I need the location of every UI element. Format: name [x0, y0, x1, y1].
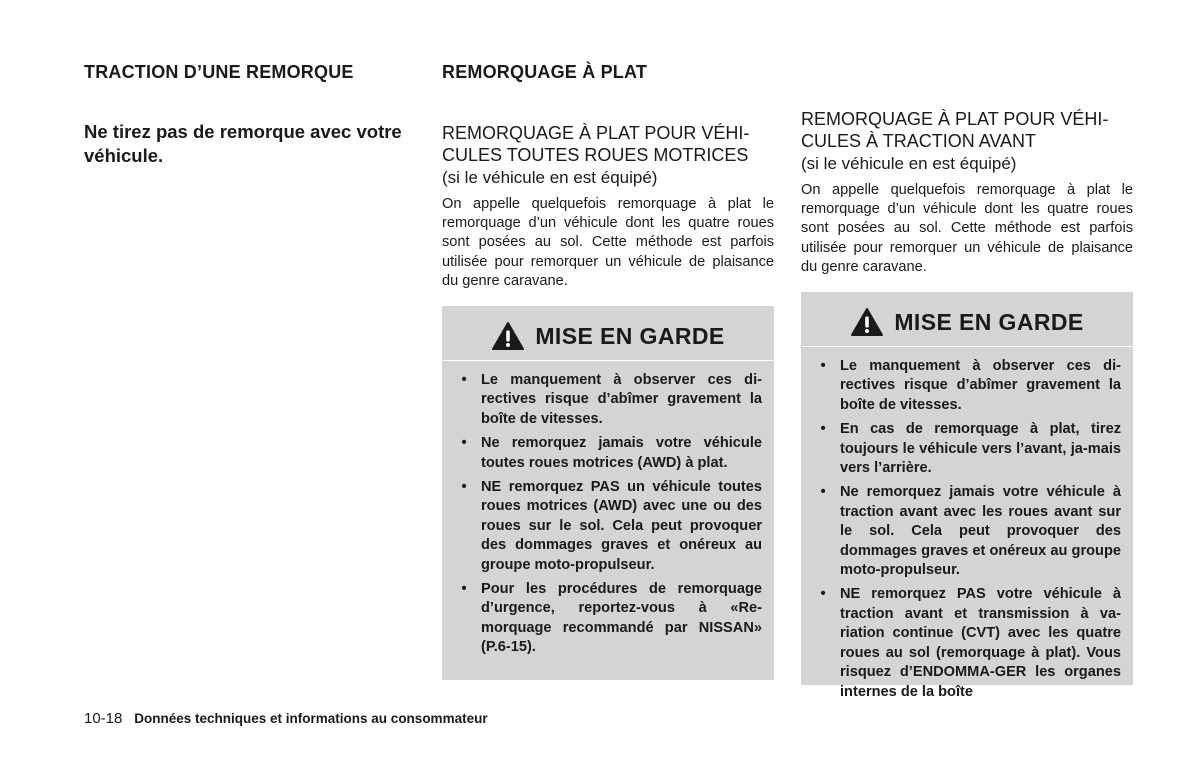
warning-triangle-icon [850, 307, 884, 337]
body-text-fwd: On appelle quelquefois remorquage à plat le remorquage d’un véhicule dont les quatre roues sont posées au sol. Cette méthode est parfois utilisée pour remorquer un véhicule de plaisance du genre caravane. [801, 182, 1133, 275]
warning-item [813, 420, 1121, 478]
body-text-awd: On appelle quelquefois remorquage à plat le remorquage d’un véhicule dont les quatre roues sont posées au sol. Cette méthode est parfois utilisée pour remorquer un véhicule de plaisance du genre caravane. [442, 196, 774, 289]
warning-item-text: NE remorquez PAS un véhicule toutes roues motrices (AWD) avec une ou des roues sur le sol. Cela peut provoquer des dommages graves et onéreux au groupe moto-propulseur. [481, 479, 762, 573]
bullet-icon: • [461, 435, 467, 452]
warning-item [454, 478, 762, 575]
warning-item [813, 483, 1121, 580]
warning-item [813, 585, 1121, 701]
warning-box-fwd [801, 292, 1133, 700]
subheading-fwd-note: (si le véhicule en est équipé) [801, 154, 1017, 173]
warning-item [454, 371, 762, 429]
page-footer [84, 710, 488, 727]
right-column [801, 108, 1133, 700]
warning-item-text: Ne remorquez jamais votre véhicule à traction avant avec les roues avant sur le sol. Cela peut provoquer des dommages graves et onéreux au groupe moto-propulseur. [840, 484, 1121, 579]
subheading-fwd-title: REMORQUAGE À PLAT POUR VÉHI-CULES À TRACTION AVANT [801, 109, 1109, 151]
footer-section-title: Données techniques et informations au consommateur [134, 711, 488, 726]
middle-column [442, 60, 774, 680]
bullet-icon: • [820, 484, 826, 501]
warning-item-text: Pour les procédures de remorquage d’urgence, reportez-vous à «Re-morquage recommandé par NISSAN» (P.6-15). [481, 581, 762, 656]
warning-item [454, 580, 762, 658]
bullet-icon: • [820, 421, 826, 438]
bullet-icon: • [820, 586, 826, 603]
warning-item-text: NE remorquez PAS votre véhicule à traction avant et transmission à va-riation continue (CVT) avec les quatre roues au sol (remorquage à plat). Vous risquez d’ENDOMMA-GER les organes internes de la boîte [840, 586, 1121, 700]
warning-title-awd [442, 316, 774, 361]
subheading-awd [442, 122, 774, 189]
subheading-awd-title: REMORQUAGE À PLAT POUR VÉHI-CULES TOUTES ROUES MOTRICES [442, 123, 750, 165]
warning-item-text: Ne remorquez jamais votre véhicule toutes roues motrices (AWD) à plat. [481, 435, 762, 471]
warning-title-fwd [801, 302, 1133, 347]
warning-item [454, 434, 762, 473]
section-heading-flat-towing: REMORQUAGE À PLAT [442, 62, 648, 82]
warning-box-awd [442, 306, 774, 680]
bullet-icon: • [461, 372, 467, 389]
warning-list-fwd [813, 357, 1121, 702]
subheading-fwd [801, 108, 1133, 175]
warning-item-text: Le manquement à observer ces di-rectives risque d’abîmer gravement la boîte de vitesses. [481, 372, 762, 427]
left-column [84, 60, 424, 168]
section-heading-trailer: TRACTION D’UNE REMORQUE [84, 62, 354, 82]
warning-title-text: MISE EN GARDE [894, 308, 1084, 335]
page-number: 10-18 [84, 710, 123, 727]
warning-item-text: Le manquement à observer ces di-rectives risque d’abîmer gravement la boîte de vitesses. [840, 358, 1121, 413]
subheading-awd-note: (si le véhicule en est équipé) [442, 168, 658, 187]
warning-item-text: En cas de remorquage à plat, tirez toujours le véhicule vers l’avant, ja-mais vers l’arrière. [840, 421, 1121, 477]
bullet-icon: • [461, 581, 467, 598]
warning-item [813, 357, 1121, 415]
warning-title-text: MISE EN GARDE [535, 322, 725, 349]
warning-list-awd [454, 371, 762, 658]
bullet-icon: • [461, 479, 467, 496]
warning-triangle-icon [491, 321, 525, 351]
trailer-notice: Ne tirez pas de remorque avec votre véhicule. [84, 121, 402, 166]
bullet-icon: • [820, 358, 826, 375]
